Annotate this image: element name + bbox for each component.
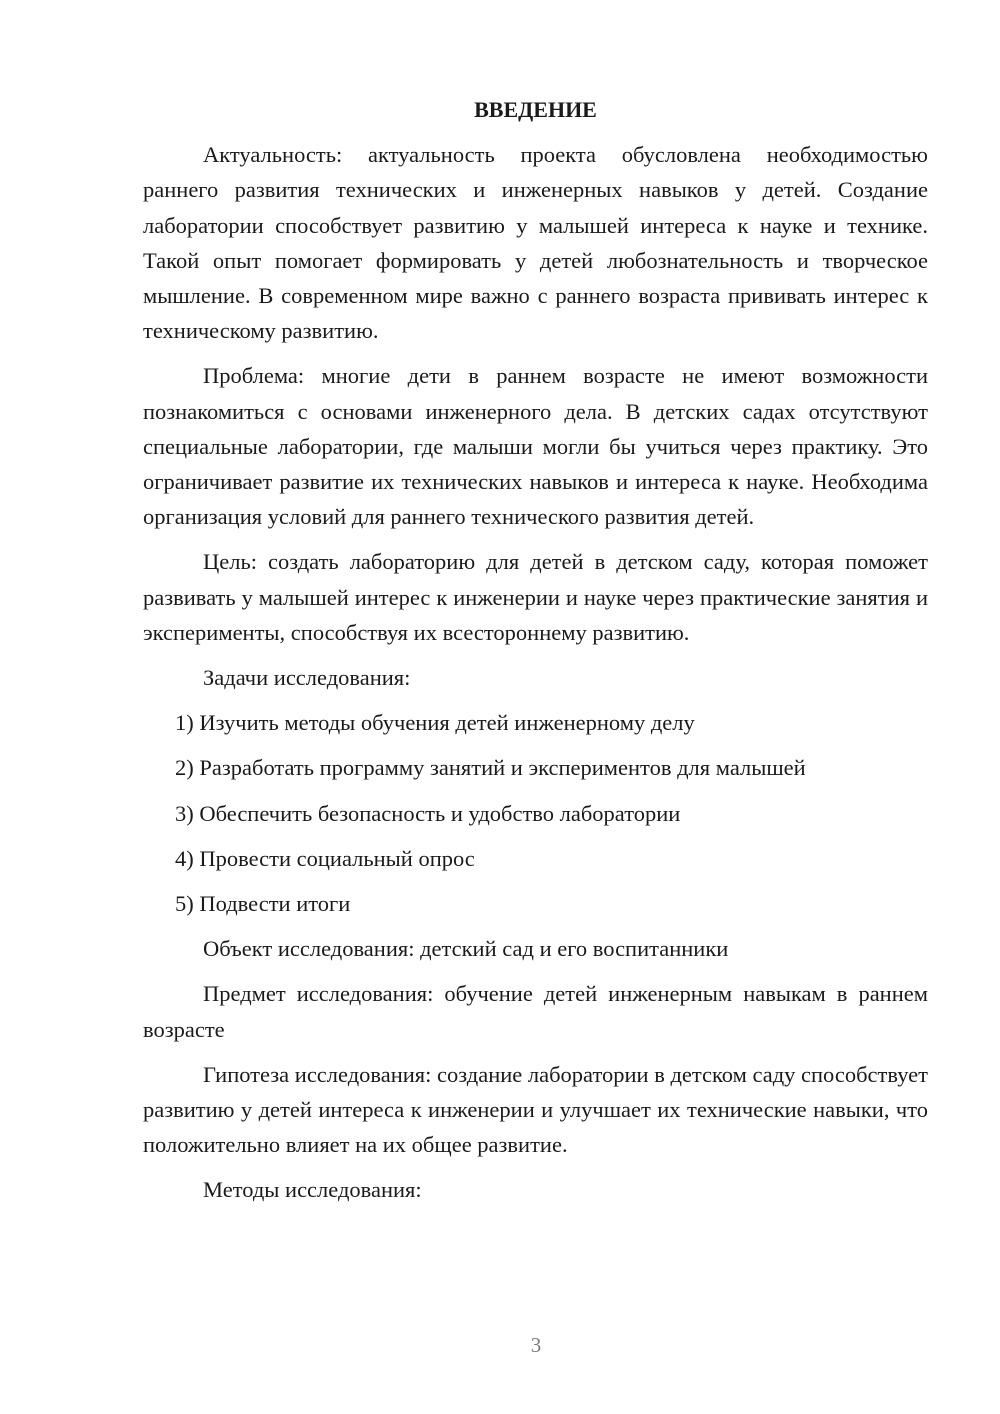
task-item: 4) Провести социальный опрос [175,845,475,871]
section-heading: ВВЕДЕНИЕ [474,97,597,122]
hypothesis-paragraph: Гипотеза исследования: создание лаборатории в детском саду способствует развитию у детей интереса к инженерии и улучшает их технические навыки, что положительно влияет на их общее развитие. [143,1061,928,1158]
methods-label: Методы исследования: [203,1177,422,1203]
task-item: 2) Разработать программу занятий и экспериментов для малышей [175,755,806,781]
relevance-paragraph: Актуальность: актуальность проекта обусловлена необходимостью раннего развития технических и инженерных навыков у детей. Создание лаборатории способствует развитию у малышей интереса к науке и технике. Такой опыт помогает формировать у детей любознательность и творческое мышление. В современном мире важно с раннего возраста прививать интерес к техническому развитию. [143,142,928,344]
problem-paragraph: Проблема: многие дети в раннем возрасте не имеют возможности познакомиться с основами инженерного дела. В детских садах отсутствуют специальные лаборатории, где малыши могли бы учиться через практику. Это ограничивает развитие их технических навыков и интереса к науке. Необходима организация условий для раннего технического развития детей. [143,363,928,530]
subject-paragraph: Предмет исследования: обучение детей инженерным навыкам в раннем возрасте [143,981,928,1042]
task-item: 1) Изучить методы обучения детей инженерному делу [175,710,695,736]
tasks-label: Задачи исследования: [203,665,411,691]
task-item: 5) Подвести итоги [175,891,351,917]
page-body [143,92,928,1218]
task-item: 3) Обеспечить безопасность и удобство лаборатории [175,800,681,826]
goal-paragraph: Цель: создать лабораторию для детей в детском саду, которая поможет развивать у малышей интерес к инженерии и науке через практические занятия и эксперименты, способствуя их всестороннему развитию. [143,549,928,645]
object-line: Объект исследования: детский сад и его воспитанники [203,936,729,962]
page-number: 3 [530,1333,542,1357]
